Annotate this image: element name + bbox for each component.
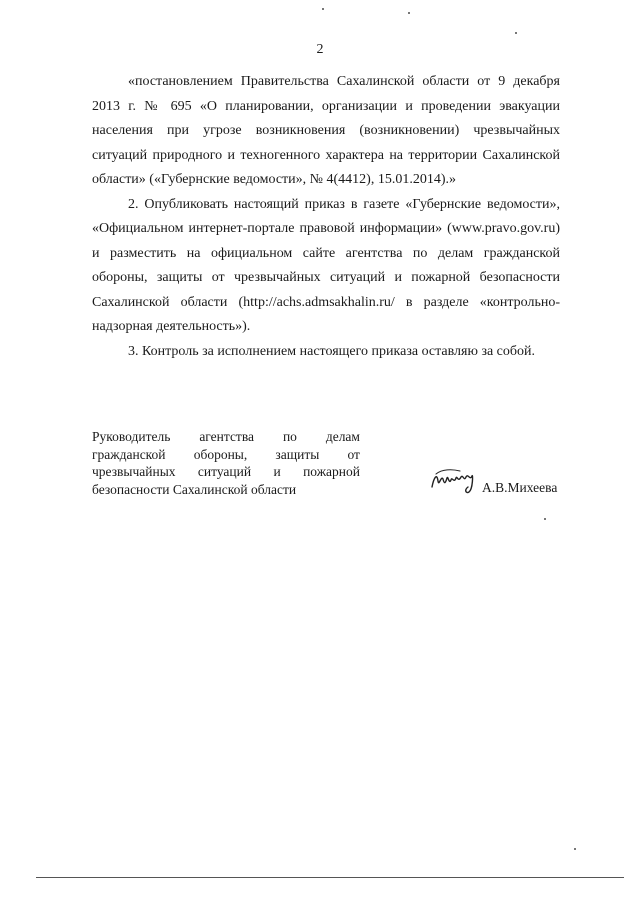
bottom-rule — [36, 877, 624, 878]
scan-speck — [544, 518, 546, 520]
title-word: обороны, — [193, 446, 248, 462]
scan-speck — [322, 8, 324, 10]
title-word: и — [273, 464, 281, 479]
title-word: пожарной — [303, 464, 360, 479]
signatory-title-line — [92, 481, 360, 499]
paragraph-3: 3. Контроль за исполнением настоящего приказа оставляю за собой. — [128, 343, 536, 359]
page-number: 2 — [316, 42, 324, 57]
signatory-title — [92, 428, 360, 498]
paragraph-2: 2. Опубликовать настоящий приказ в газете «Губернские ведомости», «Официальном интернет-портале правовой информации» (www.pravo.gov.ru) и разместить на официальном сайте агентства по делам гражданской обороны, защиты от чрезвычайных ситуаций и пожарной безопасности Сахалинской области (http://achs.admsakhalin.ru/ в разделе «контрольно-надзорная деятельность»). — [92, 196, 560, 334]
title-word: ситуаций — [197, 464, 252, 479]
signatory-title-line — [92, 446, 360, 464]
signatory-title-line — [92, 428, 360, 446]
paragraph-1: «постановлением Правительства Сахалинской области от 9 декабря 2013 г. № 695 «О планировании, организации и проведении эвакуации населения при угрозе возникновения (возникновении) чрезвычайных ситуаций природного и техногенного характера на территории Сахалинской области» («Губернские ведомости», № 4(4412), 15.01.2014).» — [92, 74, 560, 187]
scan-speck — [408, 12, 410, 14]
title-word: делам — [325, 429, 360, 444]
title-word: агентства — [199, 429, 255, 444]
title-word: от — [347, 446, 360, 462]
signatory-title-line — [92, 463, 360, 481]
scan-speck — [574, 848, 576, 850]
scan-speck — [515, 32, 517, 34]
signer-name: А.В.Михеева — [482, 480, 558, 495]
title-word: чрезвычайных — [92, 464, 176, 479]
title-word: по — [282, 429, 297, 444]
handwritten-signature — [428, 465, 488, 497]
title-word: гражданской — [92, 446, 166, 462]
document-body — [92, 70, 560, 364]
title-word: защиты — [275, 446, 320, 462]
title-word: безопасности Сахалинской области — [92, 481, 297, 497]
title-word: Руководитель — [92, 429, 171, 444]
